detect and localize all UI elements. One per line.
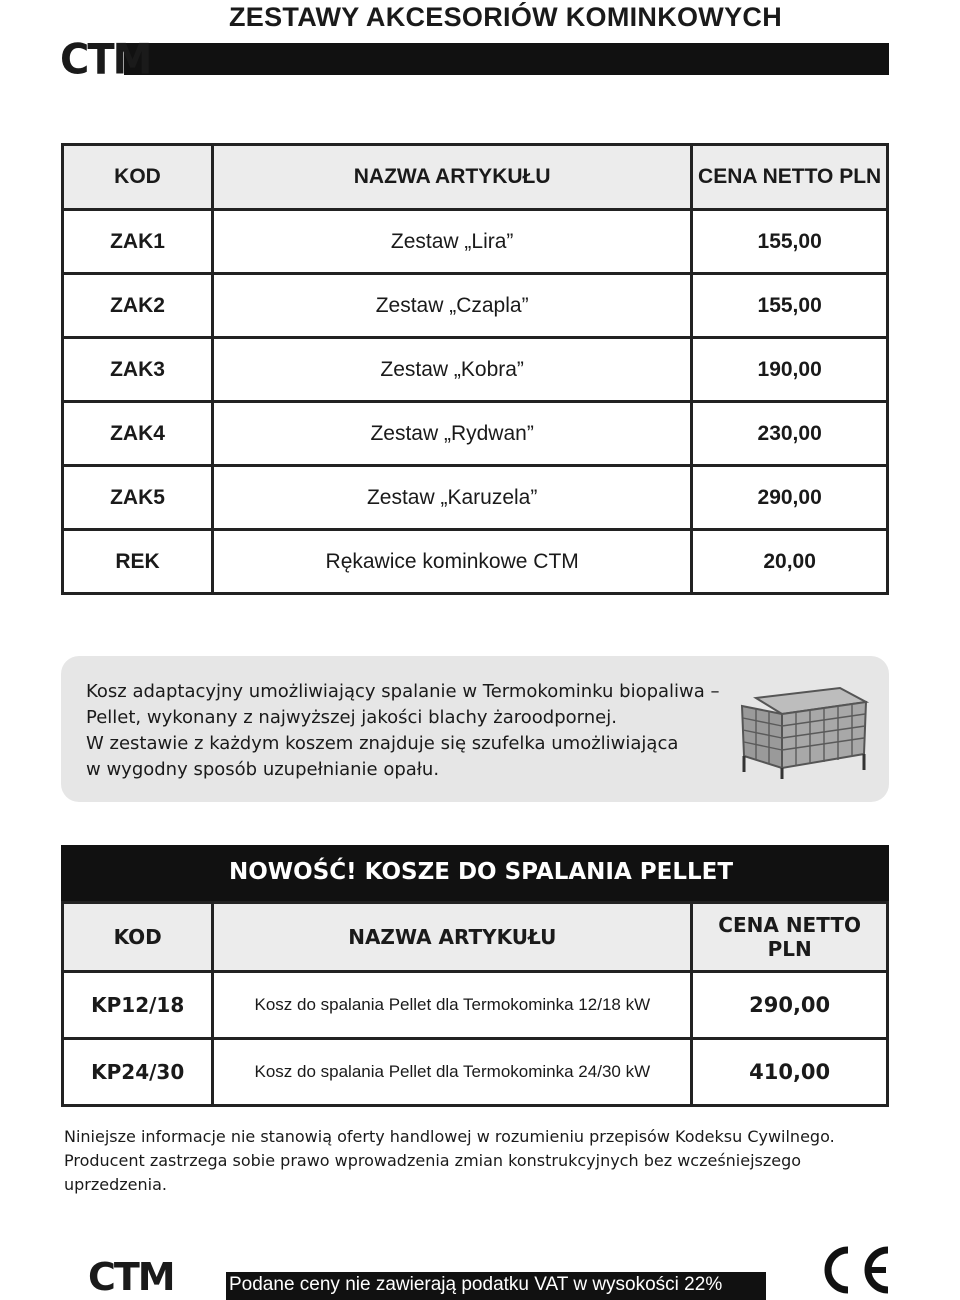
cell-name: Zestaw „Rydwan” xyxy=(213,402,692,466)
table-row xyxy=(63,530,888,594)
pellet-baskets-table xyxy=(61,901,889,1107)
header-price: CENA NETTO PLN xyxy=(692,903,888,972)
info-line: Pellet, wykonany z najwyższej jakości blachy żaroodpornej. xyxy=(86,707,617,728)
table-row xyxy=(63,210,888,274)
header-code: KOD xyxy=(63,145,213,210)
pellet-basket-icon xyxy=(736,680,872,780)
header-bar xyxy=(124,43,889,75)
cell-price: 155,00 xyxy=(692,274,888,338)
table-row xyxy=(63,972,888,1039)
table-header-row xyxy=(63,145,888,210)
cell-name: Kosz do spalania Pellet dla Termokominka 24/30 kW xyxy=(213,1039,692,1106)
header-name: NAZWA ARTYKUŁU xyxy=(213,145,692,210)
table-header-row xyxy=(63,903,888,972)
accessories-table xyxy=(61,143,889,595)
cell-name: Zestaw „Kobra” xyxy=(213,338,692,402)
pellet-section-title: NOWOŚĆ! KOSZE DO SPALANIA PELLET xyxy=(229,859,734,885)
cell-code: KP12/18 xyxy=(63,972,213,1039)
cell-code: REK xyxy=(63,530,213,594)
cell-code: ZAK1 xyxy=(63,210,213,274)
cell-price: 230,00 xyxy=(692,402,888,466)
info-text xyxy=(86,679,736,783)
page-title: ZESTAWY AKCESORIÓW KOMINKOWYCH xyxy=(229,2,782,32)
table-row xyxy=(63,1039,888,1106)
cell-name: Rękawice kominkowe CTM xyxy=(213,530,692,594)
ctm-logo-footer: CTM xyxy=(88,1255,174,1299)
info-line: W zestawie z każdym koszem znajduje się szufelka umożliwiająca xyxy=(86,733,679,754)
cell-code: ZAK4 xyxy=(63,402,213,466)
disclaimer xyxy=(64,1125,894,1197)
cell-code: KP24/30 xyxy=(63,1039,213,1106)
cell-name: Kosz do spalania Pellet dla Termokominka 12/18 kW xyxy=(213,972,692,1039)
table-row xyxy=(63,338,888,402)
cell-name: Zestaw „Lira” xyxy=(213,210,692,274)
header-price: CENA NETTO PLN xyxy=(692,145,888,210)
table-row xyxy=(63,274,888,338)
disclaimer-line: Producent zastrzega sobie prawo wprowadzenia zmian konstrukcyjnych bez wcześniejszego uprzedzenia. xyxy=(64,1151,802,1194)
info-line: w wygodny sposób uzupełnianie opału. xyxy=(86,759,440,780)
disclaimer-line: Niniejsze informacje nie stanowią oferty handlowej w rozumieniu przepisów Kodeksu Cywilnego. xyxy=(64,1127,835,1146)
vat-note: Podane ceny nie zawierają podatku VAT w wysokości 22% xyxy=(229,1274,723,1295)
cell-name: Zestaw „Czapla” xyxy=(213,274,692,338)
info-line: Kosz adaptacyjny umożliwiający spalanie w Termokominku biopaliwa – xyxy=(86,681,720,702)
cell-name: Zestaw „Karuzela” xyxy=(213,466,692,530)
table-row xyxy=(63,466,888,530)
table-row xyxy=(63,402,888,466)
cell-price: 410,00 xyxy=(692,1039,888,1106)
ctm-logo: CTM xyxy=(60,35,151,85)
cell-price: 20,00 xyxy=(692,530,888,594)
cell-code: ZAK5 xyxy=(63,466,213,530)
cell-code: ZAK2 xyxy=(63,274,213,338)
ce-mark-icon xyxy=(818,1244,894,1296)
cell-price: 155,00 xyxy=(692,210,888,274)
header-code: KOD xyxy=(63,903,213,972)
cell-code: ZAK3 xyxy=(63,338,213,402)
header-name: NAZWA ARTYKUŁU xyxy=(213,903,692,972)
cell-price: 290,00 xyxy=(692,972,888,1039)
cell-price: 190,00 xyxy=(692,338,888,402)
cell-price: 290,00 xyxy=(692,466,888,530)
